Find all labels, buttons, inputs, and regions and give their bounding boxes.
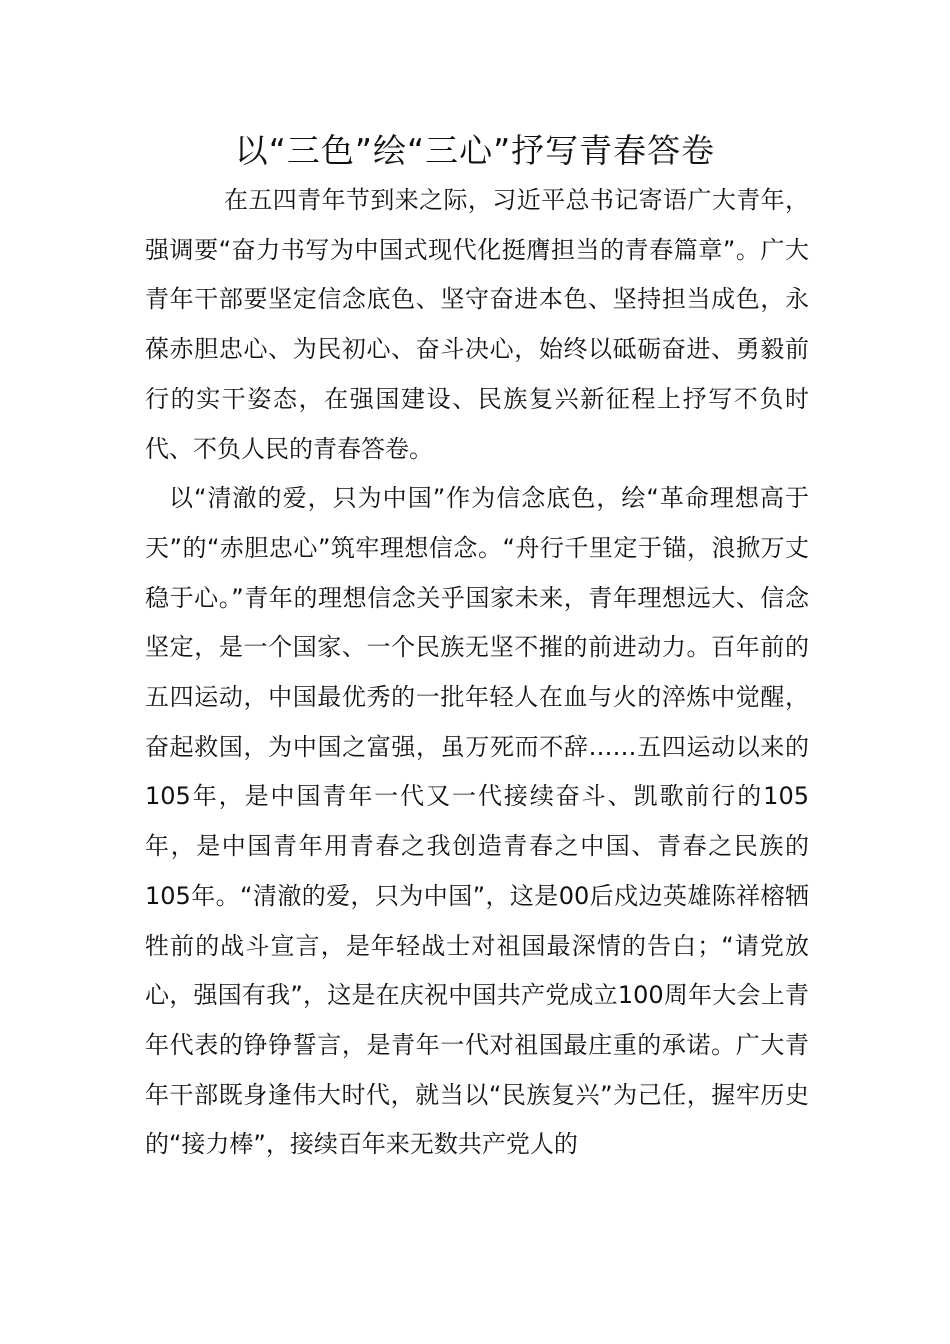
paragraph-intro: 在五四青年节到来之际，习近平总书记寄语广大青年，强调要“奋力书写为中国式现代化挺膺担当的青春篇章”。广大青年干部要坚定信念底色、坚守奋进本色、坚持担当成色，永葆赤胆忠心、为民初心、奋斗决心，始终以砥砺奋进、勇毅前行的实干姿态，在强国建设、民族复兴新征程上抒写不负时代、不负人民的青春答卷。 <box>145 186 809 463</box>
paragraph-faith: 以“清澈的爱，只为中国”作为信念底色，绘“革命理想高于天”的“赤胆忠心”筑牢理想信念。“舟行千里定于锚，浪掀万丈稳于心。”青年的理想信念关乎国家未来，青年理想远大、信念坚定，是一个国家、一个民族无坚不摧的前进动力。百年前的五四运动，中国最优秀的一批年轻人在血与火的淬炼中觉醒，奋起救国，为中国之富强，虽万死而不辞……五四运动以来的105年，是中国青年一代又一代接续奋斗、凯歌前行的105年，是中国青年用青春之我创造青春之中国、青春之民族的105年。“清澈的爱，只为中国”，这是00后戍边英雄陈祥榕牺牲前的战斗宣言，是年轻战士对祖国最深情的告白；“请党放心，强国有我”，这是在庆祝中国共产党成立100周年大会上青年代表的铮铮誓言，是青年一代对祖国最庄重的承诺。广大青年干部既身逢伟大时代，就当以“民族复兴”为己任，握牢历史的“接力棒”，接续百年来无数共产党人的 <box>145 484 809 1159</box>
document-title: 以“三色”绘“三心”抒写青春答卷 <box>234 131 716 170</box>
document-body <box>145 176 809 1170</box>
